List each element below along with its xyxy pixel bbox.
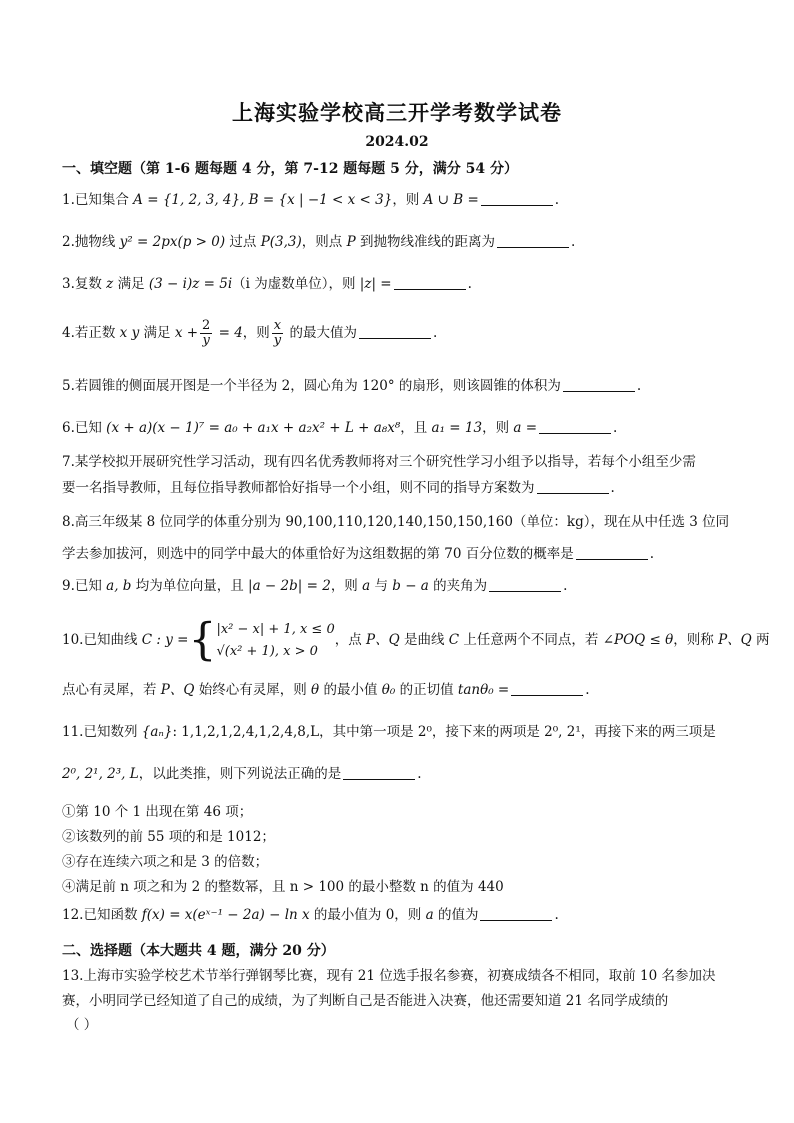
q11-option-1: ①第 10 个 1 出现在第 46 项； xyxy=(62,804,253,820)
question-13-line-2: 赛，小明同学已经知道了自己的成绩，为了判断自己是否能进入决赛，他还需要知道 21 名同学成绩的 xyxy=(62,993,669,1009)
question-2: 2.抛物线 y² = 2px(p > 0) 过点 P(3,3)，则点 P 到抛物线准线的距离为 . xyxy=(62,234,576,250)
answer-blank[interactable] xyxy=(489,577,561,592)
answer-blank[interactable] xyxy=(576,545,648,560)
piecewise-cases: |x² − x| + 1, x ≤ 0 √(x² + 1), x > 0 xyxy=(216,621,335,659)
q11-option-3: ③存在连续六项之和是 3 的倍数； xyxy=(62,854,269,870)
q11-option-2: ②该数列的前 55 项的和是 1012； xyxy=(62,829,275,845)
question-3: 3.复数 z 满足 (3 − i)z = 5i（i 为虚数单位），则 |z| = . xyxy=(62,276,472,292)
answer-blank[interactable] xyxy=(343,765,415,780)
q2-parabola-formula: y² = 2px(p > 0) xyxy=(119,234,226,250)
question-8-line-1: 8.高三年级某 8 位同学的体重分别为 90,100,110,120,140,150,150,160（单位：kg），现在从中任选 3 位同 xyxy=(62,514,730,530)
question-5: 5.若圆锥的侧面展开图是一个半径为 2，圆心角为 120° 的扇形，则该圆锥的体积为 . xyxy=(62,378,642,394)
question-11-line-1: 11.已知数列 {aₙ}: 1,1,2,1,2,4,1,2,4,8,L，其中第一项是 2⁰，接下来的两项是 2⁰, 2¹，再接下来的两三项是 xyxy=(62,724,716,740)
answer-blank[interactable] xyxy=(563,377,635,392)
piecewise-brace: { xyxy=(188,614,217,666)
question-9: 9.已知 a, b 均为单位向量，且 |a − 2b| = 2，则 a 与 b − a 的夹角为 . xyxy=(62,578,568,594)
q6-expansion-formula: (x + a)(x − 1)⁷ = a₀ + a₁x + a₂x² + L + a₈x⁸ xyxy=(106,420,401,436)
fraction-2-over-y: $\frac{2}{y}$ xyxy=(202,318,211,348)
question-10-line-1: 10.已知曲线 C : y ={ |x² − x| + 1, x ≤ 0 √(x² + 1), x > 0 ，点 P、Q 是曲线 C 上任意两个不同点，若 ∠POQ ≤ θ，则称 P、Q 两 xyxy=(62,614,770,666)
question-7-line-2: 要一名指导教师，且每位指导教师都恰好指导一个小组，则不同的指导方案数为 . xyxy=(62,480,615,496)
question-1: 1.已知集合 A = {1, 2, 3, 4}, B = {x | −1 < x < 3}，则 A ∪ B = . xyxy=(62,192,560,208)
q9-vector-formula: |a − 2b| = 2 xyxy=(248,578,331,594)
exam-title: 上海实验学校高三开学考数学试卷 xyxy=(232,100,562,125)
answer-blank[interactable] xyxy=(394,275,466,290)
q3-complex-formula: (3 − i)z = 5i xyxy=(148,276,233,292)
q1-union-formula: A ∪ B = xyxy=(423,192,479,208)
question-7-line-1: 7.某学校拟开展研究性学习活动，现有四名优秀教师将对三个研究性学习小组予以指导，若每个小组至少需 xyxy=(62,454,696,470)
question-13-answer-paren[interactable]: （ ） xyxy=(66,1017,98,1033)
section-choice-heading: 二、选择题（本大题共 4 题，满分 20 分） xyxy=(62,943,335,959)
question-10-line-2: 点心有灵犀，若 P、Q 始终心有灵犀，则 θ 的最小值 θ₀ 的正切值 tanθ₀ = . xyxy=(62,682,590,698)
answer-blank[interactable] xyxy=(359,324,431,339)
section-fill-in-heading: 一、填空题（第 1-6 题每题 4 分，第 7-12 题每题 5 分，满分 54 分） xyxy=(62,161,519,177)
question-6: 6.已知 (x + a)(x − 1)⁷ = a₀ + a₁x + a₂x² + L + a₈x⁸，且 a₁ = 13，则 a = . xyxy=(62,420,618,436)
q11-option-4: ④满足前 n 项之和为 2 的整数幂，且 n > 100 的最小整数 n 的值为 440 xyxy=(62,879,504,895)
answer-blank[interactable] xyxy=(537,479,609,494)
answer-blank[interactable] xyxy=(481,191,553,206)
question-12: 12.已知函数 f(x) = x(eˣ⁻¹ − 2a) − ln x 的最小值为 0，则 a 的值为 . xyxy=(62,907,559,923)
exam-date: 2024.02 xyxy=(365,134,429,150)
q12-function-formula: f(x) = x(eˣ⁻¹ − 2a) − ln x xyxy=(141,907,310,923)
question-4: 4.若正数 x y 满足 x + $\frac{2}{y}$ = 4，则 $\frac{x}{y}$ 的最大值为 . xyxy=(62,318,438,348)
question-11-line-2: 2⁰, 2¹, 2³, L，以此类推，则下列说法正确的是 . xyxy=(62,766,422,782)
question-8-line-2: 学去参加拔河，则选中的同学中最大的体重恰好为这组数据的第 70 百分位数的概率是 . xyxy=(62,546,655,562)
question-13-line-1: 13.上海市实验学校艺术节举行弹钢琴比赛，现有 21 位选手报名参赛，初赛成绩各不相同，取前 10 名参加决 xyxy=(62,968,716,984)
fraction-x-over-y: $\frac{x}{y}$ xyxy=(273,318,282,348)
answer-blank[interactable] xyxy=(539,419,611,434)
answer-blank[interactable] xyxy=(511,681,583,696)
q1-sets-formula: A = {1, 2, 3, 4}, B = {x | −1 < x < 3} xyxy=(133,192,393,208)
answer-blank[interactable] xyxy=(480,906,552,921)
answer-blank[interactable] xyxy=(497,233,569,248)
